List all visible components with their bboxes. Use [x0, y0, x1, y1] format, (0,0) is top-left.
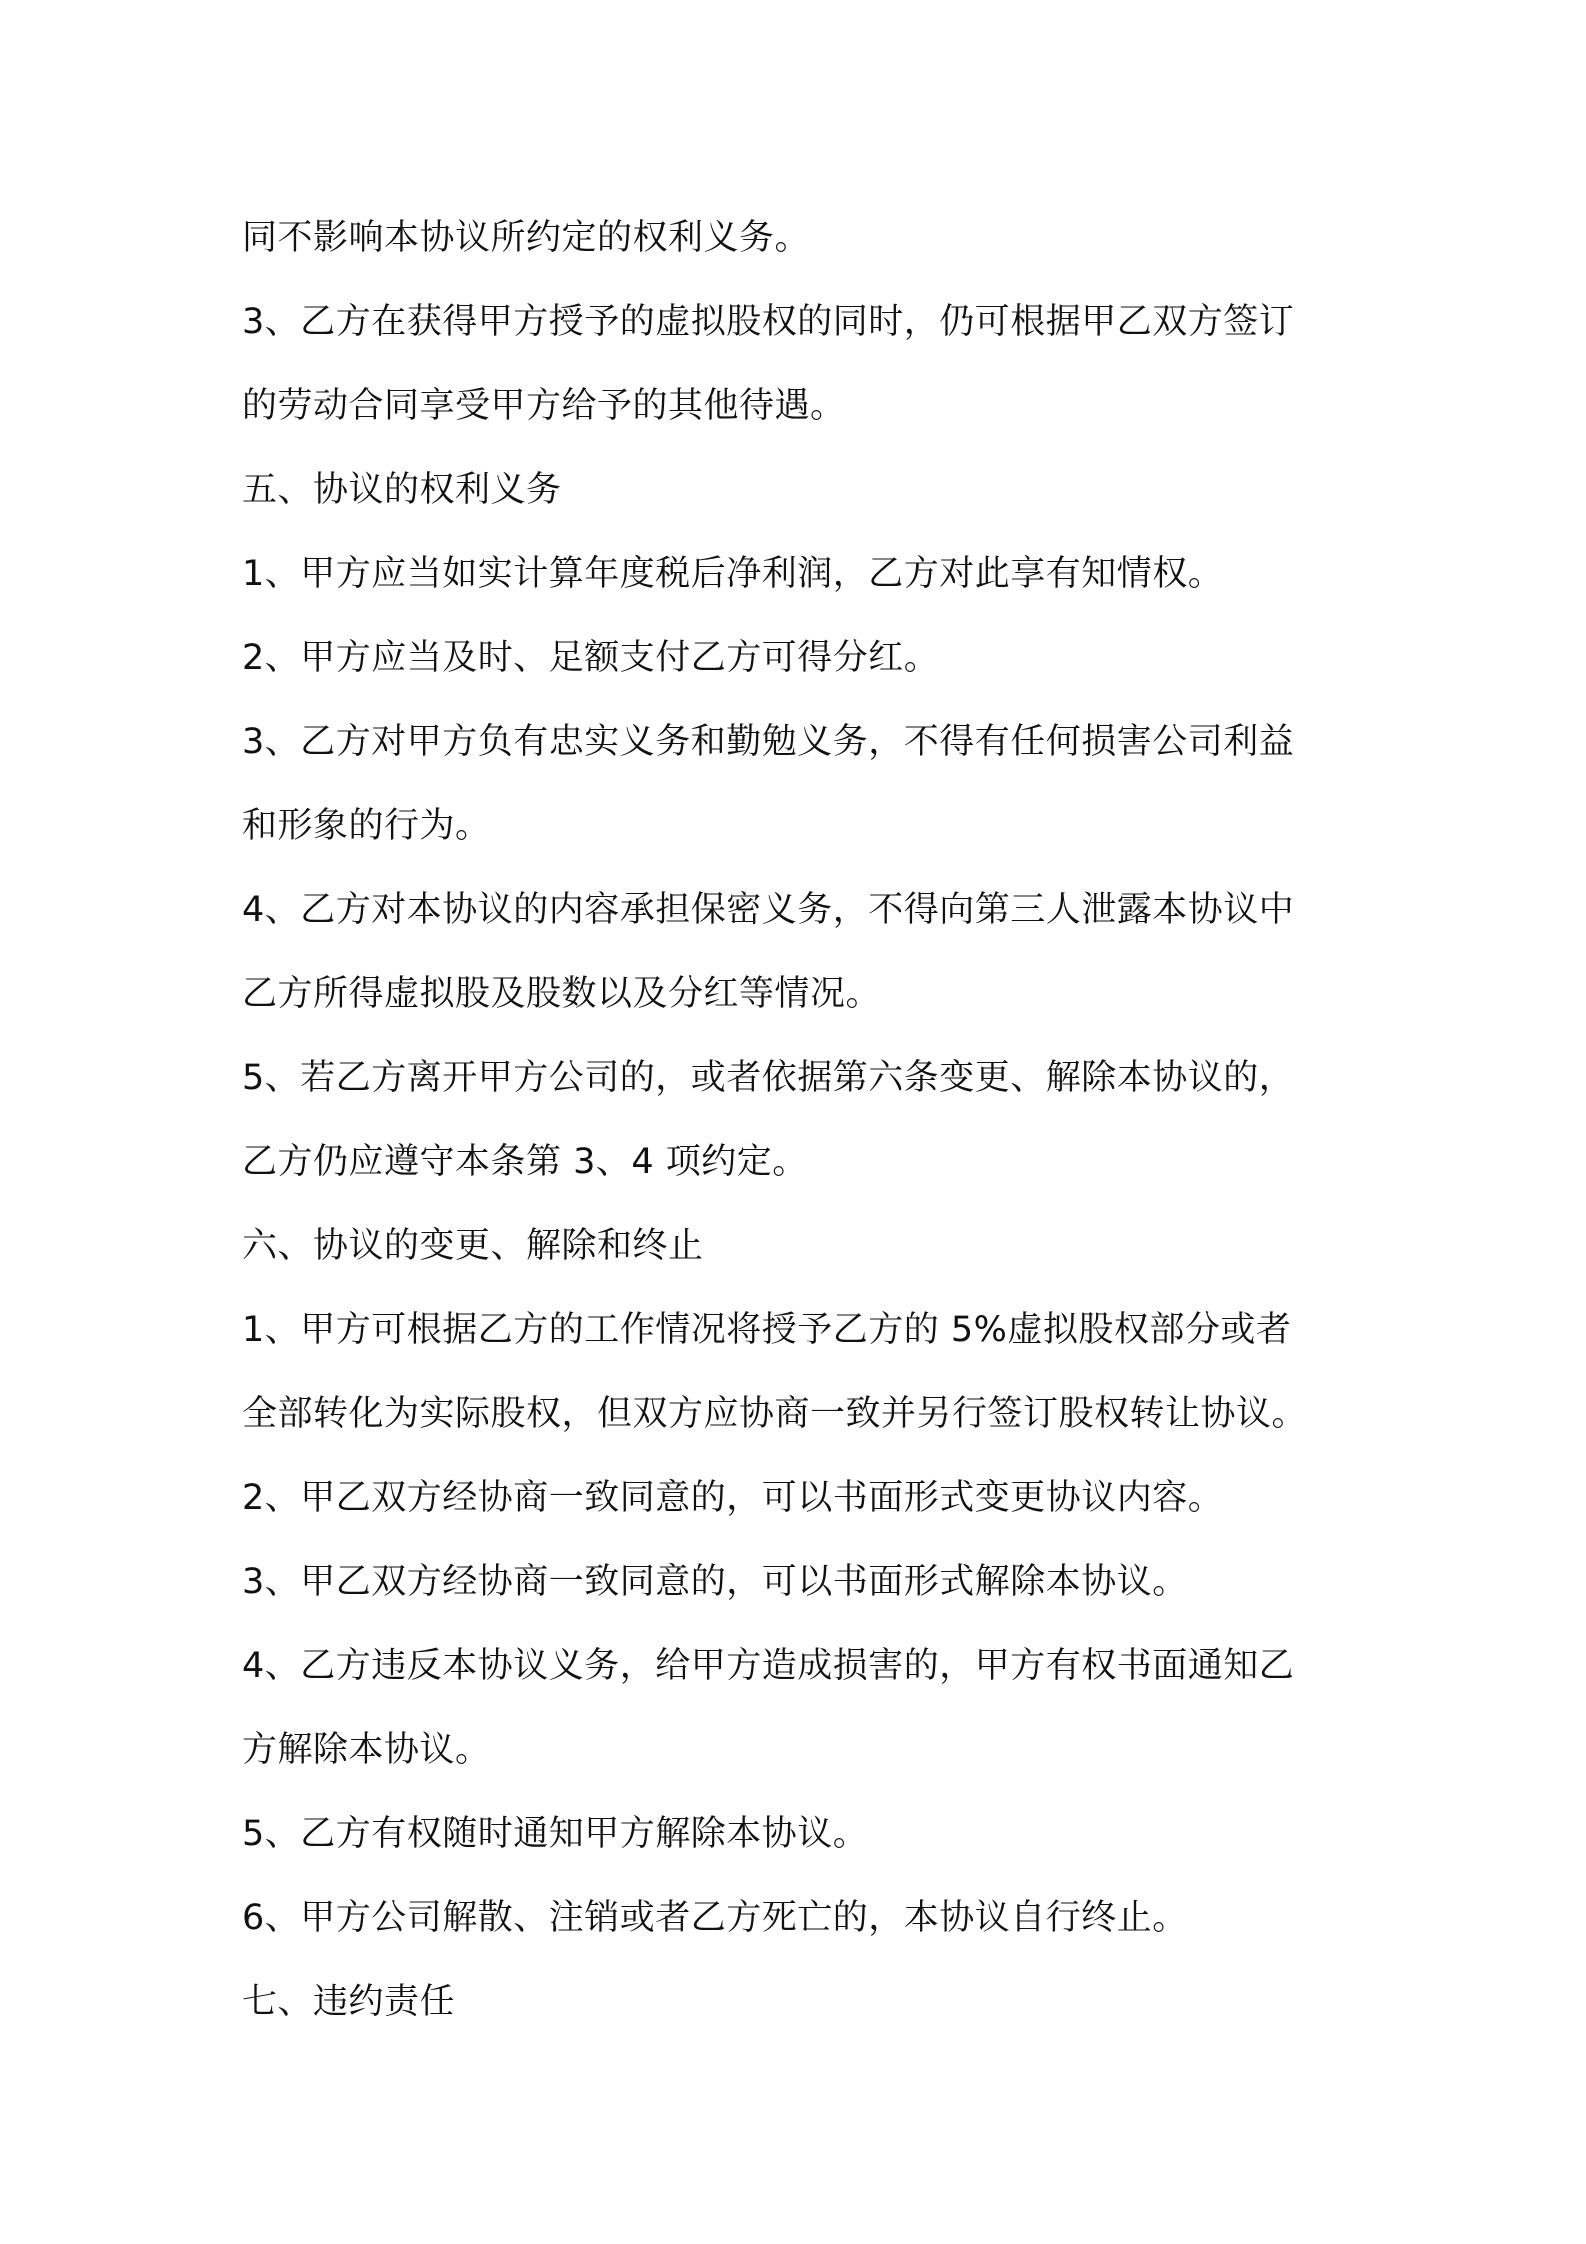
text-line: 3、甲乙双方经协商一致同意的，可以书面形式解除本协议。: [242, 1562, 1188, 1602]
text-line: 6、甲方公司解散、注销或者乙方死亡的，本协议自行终止。: [242, 1898, 1188, 1938]
text-line: 5、若乙方离开甲方公司的，或者依据第六条变更、解除本协议的，: [242, 1058, 1295, 1098]
text-line: 1、甲方可根据乙方的工作情况将授予乙方的 5%虚拟股权部分或者: [242, 1310, 1292, 1350]
section-heading: 六、协议的变更、解除和终止: [242, 1226, 704, 1266]
text-line: 4、乙方违反本协议义务，给甲方造成损害的，甲方有权书面通知乙: [242, 1646, 1295, 1686]
text-line: 3、乙方对甲方负有忠实义务和勤勉义务，不得有任何损害公司利益: [242, 722, 1295, 762]
text-line: 方解除本协议。: [242, 1730, 491, 1770]
text-line: 同不影响本协议所约定的权利义务。: [242, 218, 811, 258]
section-heading: 五、协议的权利义务: [242, 470, 562, 510]
text-line: 全部转化为实际股权，但双方应协商一致并另行签订股权转让协议。: [242, 1394, 1308, 1434]
text-line: 2、甲方应当及时、足额支付乙方可得分红。: [242, 638, 940, 678]
text-line: 乙方仍应遵守本条第 3、4 项约定。: [242, 1142, 808, 1182]
text-line: 2、甲乙双方经协商一致同意的，可以书面形式变更协议内容。: [242, 1478, 1224, 1518]
section-heading: 七、违约责任: [242, 1982, 456, 2022]
text-line: 4、乙方对本协议的内容承担保密义务，不得向第三人泄露本协议中: [242, 890, 1295, 930]
text-line: 乙方所得虚拟股及股数以及分红等情况。: [242, 974, 882, 1014]
text-line: 5、乙方有权随时通知甲方解除本协议。: [242, 1814, 869, 1854]
text-line: 3、乙方在获得甲方授予的虚拟股权的同时，仍可根据甲乙双方签订: [242, 302, 1295, 342]
text-line: 和形象的行为。: [242, 806, 491, 846]
text-line: 的劳动合同享受甲方给予的其他待遇。: [242, 386, 846, 426]
document-body: [242, 196, 1362, 2044]
text-line: 1、甲方应当如实计算年度税后净利润，乙方对此享有知情权。: [242, 554, 1224, 594]
